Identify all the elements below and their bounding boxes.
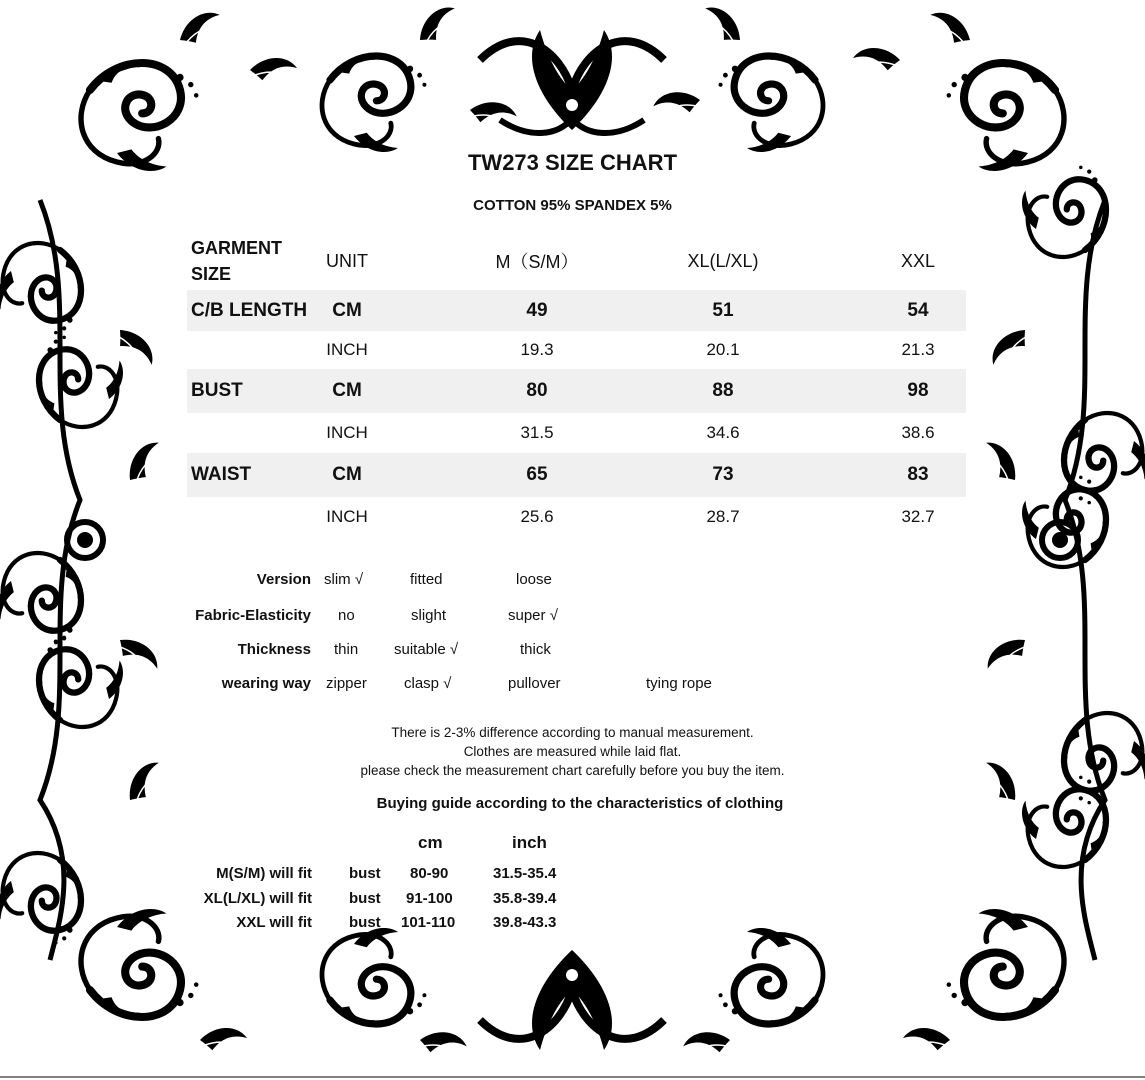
cell-m: 31.5	[520, 423, 554, 442]
guide-row-label: XL(L/XL) will fit	[203, 890, 312, 907]
attr-value: fitted	[410, 571, 443, 588]
header-garment-line1: GARMENT	[191, 238, 282, 258]
row-label: BUST	[191, 380, 243, 401]
attr-label-wearing-way: wearing way	[221, 675, 311, 692]
table-row	[187, 369, 966, 413]
cell-xl: 88	[712, 380, 734, 401]
guide-row-label: XXL will fit	[236, 914, 312, 931]
attr-value: slim √	[324, 571, 364, 588]
row-unit: CM	[332, 380, 362, 401]
guide-row-part: bust	[349, 865, 381, 882]
size-chart-table	[187, 232, 966, 537]
guide-col-inch: inch	[512, 833, 547, 852]
cell-xxl: 98	[907, 380, 929, 401]
header-garment-line2: SIZE	[191, 264, 232, 284]
attr-label-version: Version	[256, 571, 311, 588]
note-line: please check the measurement chart carefully before you buy the item.	[360, 763, 785, 778]
page-title: TW273 SIZE CHART	[467, 150, 678, 175]
cell-xl: 20.1	[706, 340, 740, 359]
table-row	[187, 331, 966, 369]
guide-row-part: bust	[349, 914, 381, 931]
attr-value: thick	[520, 641, 551, 658]
cell-xxl: 83	[907, 464, 929, 485]
table-row	[187, 453, 966, 497]
cell-m: 25.6	[520, 507, 554, 526]
attr-value: no	[338, 607, 355, 624]
row-unit: CM	[332, 299, 362, 321]
attr-value: suitable √	[394, 641, 459, 658]
attr-value: thin	[334, 641, 359, 658]
attr-value: tying rope	[646, 675, 712, 692]
fabric-composition: COTTON 95% SPANDEX 5%	[473, 197, 672, 214]
attr-value: loose	[516, 571, 552, 588]
row-unit: CM	[332, 464, 362, 485]
table-row	[187, 290, 966, 331]
attr-value: clasp √	[404, 675, 452, 692]
cell-m: 65	[526, 464, 548, 485]
cell-xxl: 54	[907, 299, 929, 321]
row-unit: INCH	[326, 340, 368, 359]
cell-xxl: 38.6	[901, 423, 935, 442]
header-garment-size	[191, 232, 321, 290]
guide-row-label: M(S/M) will fit	[216, 865, 312, 882]
header-size-xxl: XXL	[900, 250, 936, 271]
header-unit: UNIT	[326, 250, 368, 271]
note-line: Clothes are measured while laid flat.	[463, 744, 682, 759]
attr-value: zipper	[326, 675, 367, 692]
cell-xl: 34.6	[706, 423, 740, 442]
guide-row-cm: 80-90	[410, 865, 449, 882]
table-row	[187, 497, 966, 537]
cell-m: 49	[526, 299, 548, 321]
row-label: C/B LENGTH	[191, 299, 308, 321]
cell-m: 80	[526, 380, 548, 401]
guide-row-part: bust	[349, 890, 381, 907]
cell-xxl: 21.3	[901, 340, 935, 359]
guide-col-cm: cm	[418, 833, 443, 852]
header-size-m: M（S/M）	[495, 252, 579, 272]
guide-row-inch: 39.8-43.3	[493, 914, 557, 931]
cell-xxl: 32.7	[901, 507, 935, 526]
attr-value: slight	[411, 607, 447, 624]
cell-xl: 51	[712, 299, 734, 321]
cell-m: 19.3	[520, 340, 554, 359]
buying-guide-title: Buying guide according to the characteristics of clothing	[376, 795, 784, 812]
table-row	[187, 413, 966, 453]
row-label: WAIST	[191, 464, 252, 485]
row-unit: INCH	[326, 507, 368, 526]
attr-label-thickness: Thickness	[237, 641, 311, 658]
cell-xl: 73	[712, 464, 734, 485]
table-header-row	[187, 232, 966, 290]
cell-xl: 28.7	[706, 507, 740, 526]
guide-row-cm: 101-110	[401, 914, 456, 931]
attr-value: super √	[508, 607, 558, 624]
note-line: There is 2-3% difference according to manual measurement.	[391, 725, 754, 740]
guide-row-inch: 35.8-39.4	[493, 890, 557, 907]
guide-row-inch: 31.5-35.4	[493, 865, 557, 882]
guide-row-cm: 91-100	[406, 890, 453, 907]
header-size-xl: XL(L/XL)	[687, 250, 759, 271]
row-unit: INCH	[326, 423, 368, 442]
attr-label-elasticity: Fabric-Elasticity	[195, 607, 311, 624]
attr-value: pullover	[508, 675, 561, 692]
